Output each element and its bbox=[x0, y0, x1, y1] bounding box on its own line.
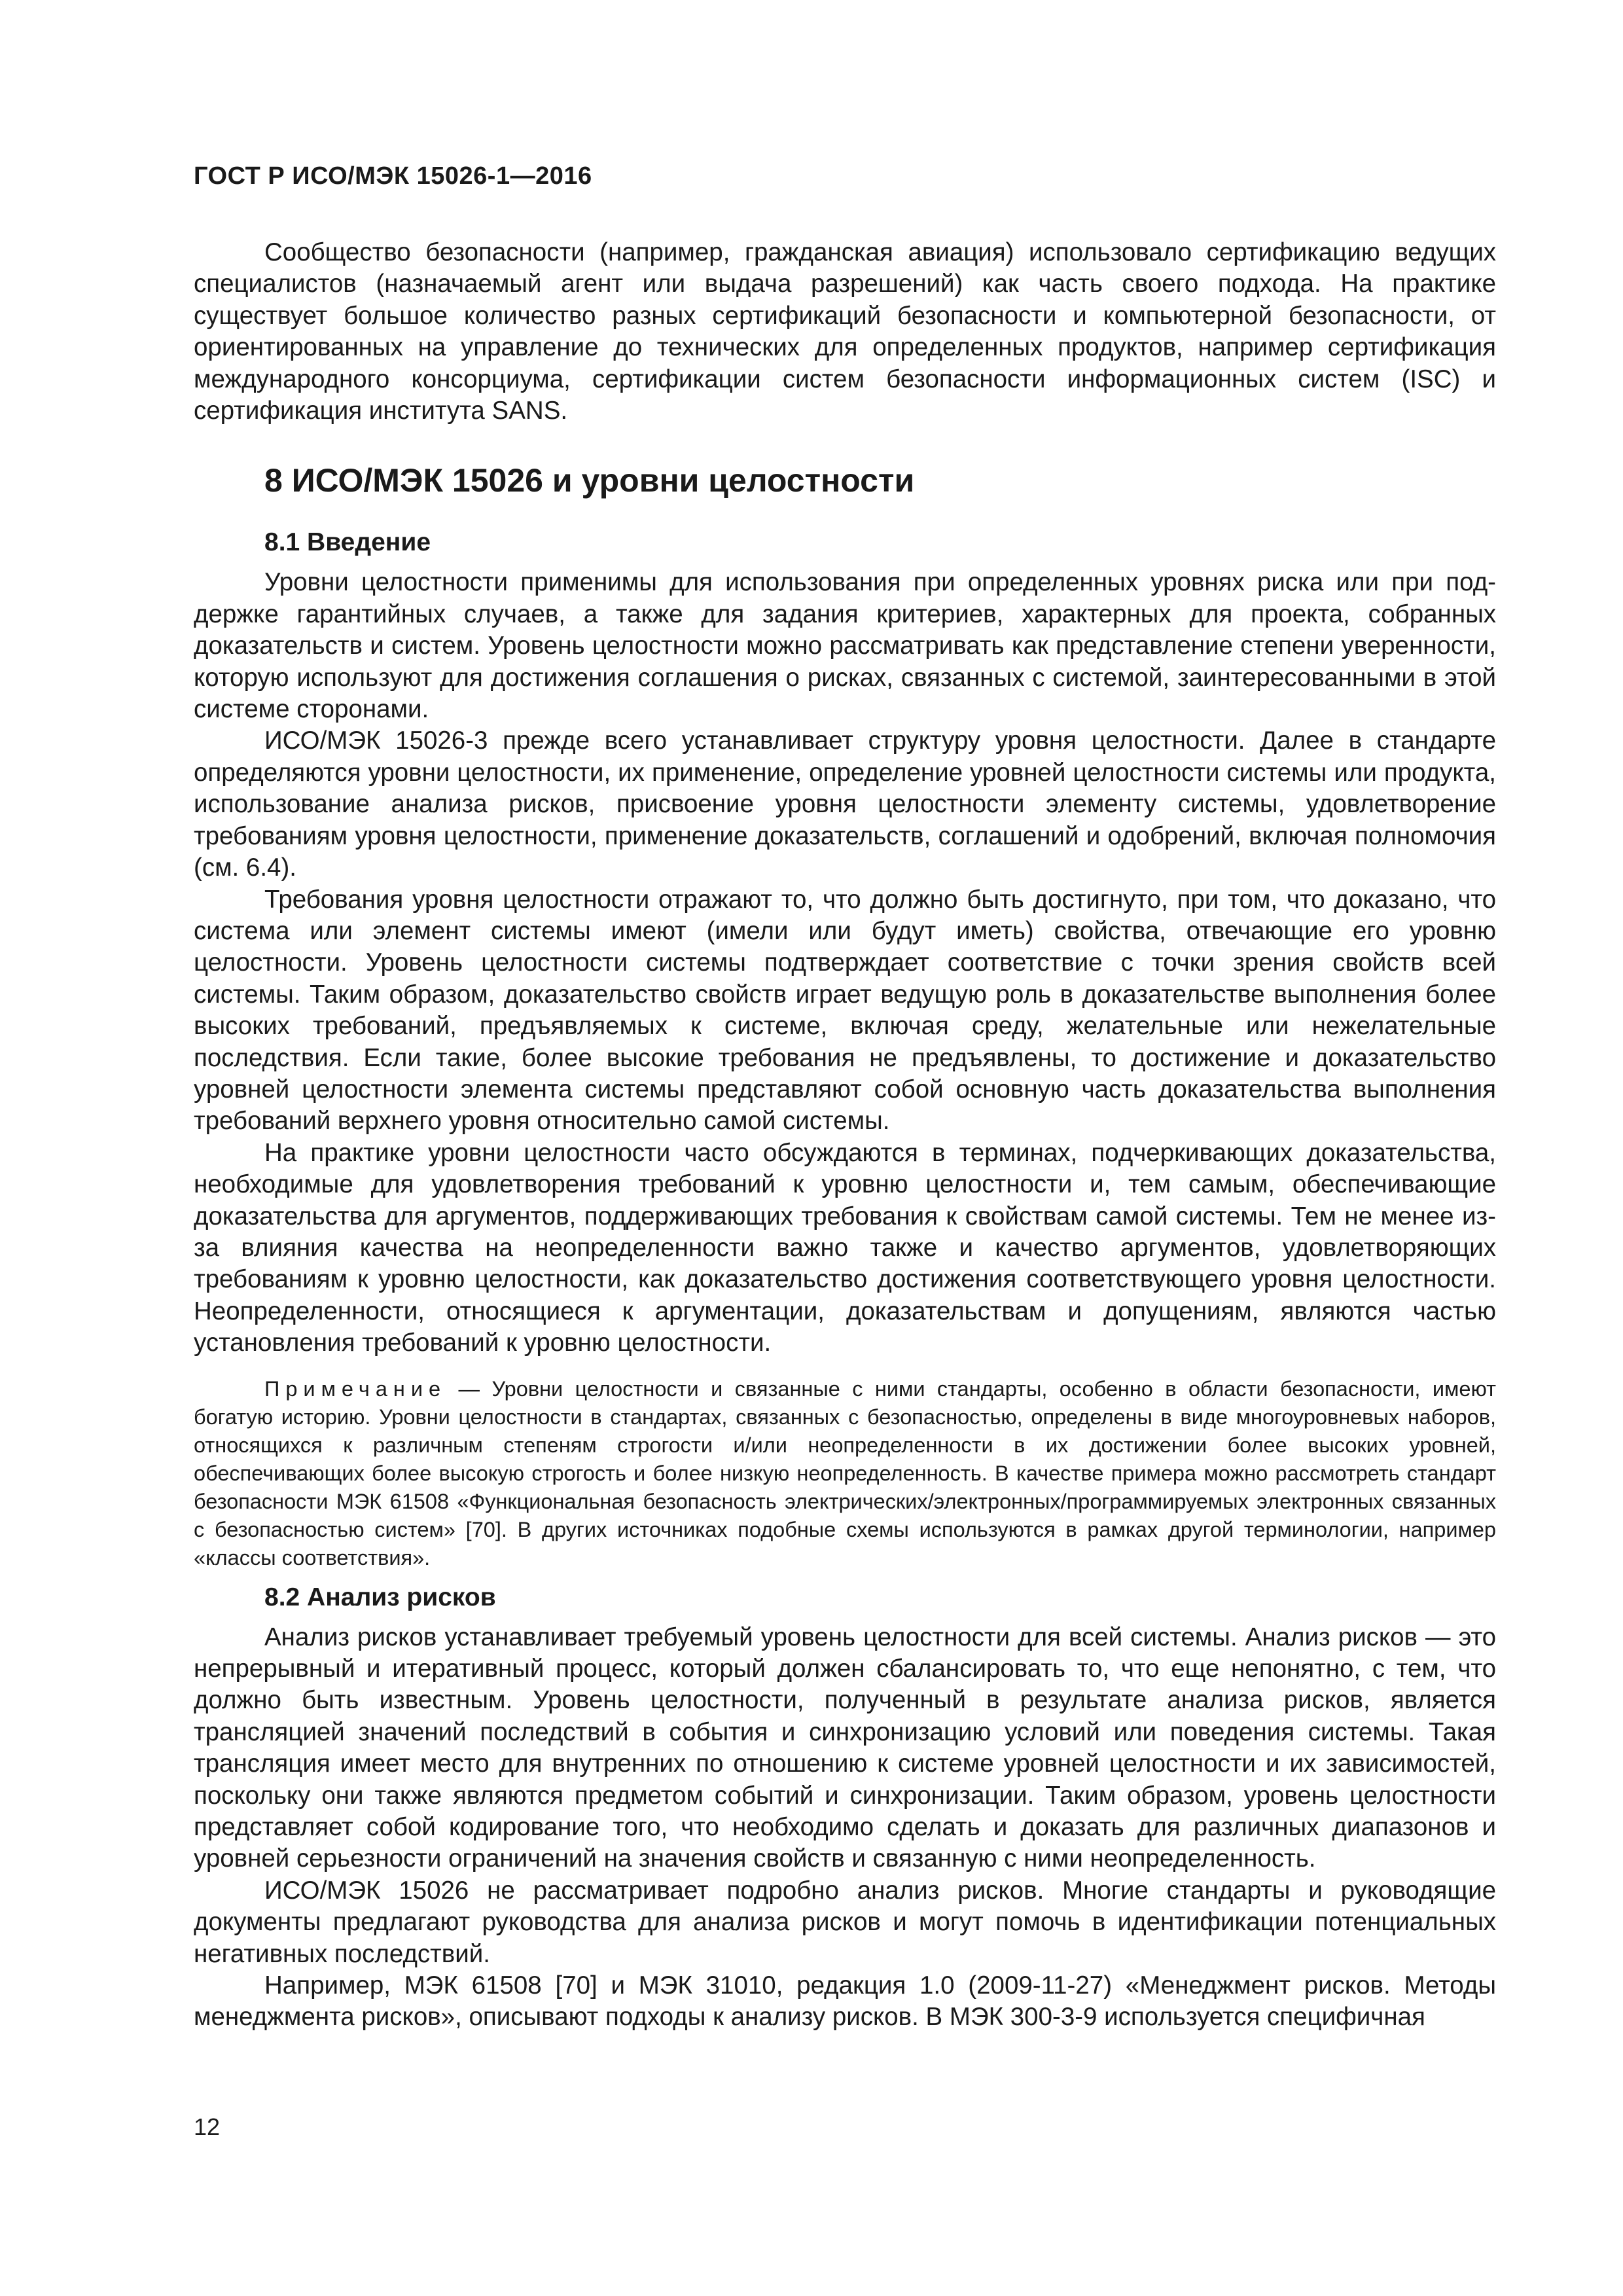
paragraph-8-1-3: Требования уровня целостности отражают то, что должно быть достигнуто, при том, что доказано, что система или элемент системы имеют (имели или будут иметь) свойства, отвечающие его уровню целостности. Уровень целостности системы подтверждает соответствие с точки зрения свойств всей системы. Таким образом, доказательство свойств играет ведущую роль в доказательстве выполнения более высоких требований, предъявляемых к системе, включая среду, желательные или нежелательные последствия. Если такие, более высокие требования не предъявлены, то достижение и доказательство уровней целостности элемента системы представляют собой основную часть доказательства выполнения требований верхнего уровня относительно самой системы. bbox=[194, 885, 1496, 1136]
section-8-title: 8 ИСО/МЭК 15026 и уровни целостности bbox=[264, 462, 915, 499]
page-content bbox=[194, 160, 1496, 2034]
document-header: ГОСТ Р ИСО/МЭК 15026-1—2016 bbox=[194, 162, 592, 190]
paragraph-8-2-2: ИСО/МЭК 15026 не рассматривает подробно анализ рисков. Многие стандарты и руководящие документы предлагают руководства для анализа рисков и могут помочь в идентификации потенциальных негативных последствий. bbox=[194, 1876, 1496, 1968]
intro-paragraph: Сообщество безопасности (например, гражданская авиация) использовало сертификацию ведущих специалистов (назначаемый агент или выдача разрешений) как часть своего подхода. На практике существует большое количество разных сертификаций безопасности и компьютерной безопасности, от ориентированных на управление до технических для определенных продуктов, например сертификация международного консорциума, сертификации систем безопасности информационных систем (ISC) и сертификация института SANS. bbox=[194, 238, 1496, 425]
paragraph-8-2-3: Например, МЭК 61508 [70] и МЭК 31010, редакция 1.0 (2009-11-27) «Менеджмент рисков. Методы менеджмента рисков», описывают подходы к анализу рисков. В МЭК 300-3-9 используется специфичная bbox=[194, 1971, 1496, 2032]
paragraph-8-1-4: На практике уровни целостности часто обсуждаются в терминах, подчеркивающих доказательства, необходимые для удовлетворения требований к уровню целостности и, тем самым, обеспечивающие доказательства для аргументов, поддерживающих требования к свойствам самой системы. Тем не менее из-за влияния качества на неопределенности важно также и качество аргументов, удовлетворяющих требованиям к уровню целостности, как доказательство достижения соответствующего уровня целостности. Неопределенности, относящиеся к аргументации, доказательствам и допущениям, являются частью установления требований к уровню целостности. bbox=[194, 1138, 1496, 1357]
subsection-8-1-title: 8.1 Введение bbox=[264, 528, 431, 557]
paragraph-8-1-2: ИСО/МЭК 15026-3 прежде всего устанавливает структуру уровня целостности. Далее в стандарте определяются уровни целостности, их применение, определение уровней целостности системы или продукта, использование анализа рисков, присвоение уровня целостности элементу системы, удовлетворение требованиям уровня целостности, применение доказательств, соглашений и одобрений, включая полномочия (см. 6.4). bbox=[194, 726, 1496, 882]
subsection-8-2-title: 8.2 Анализ рисков bbox=[264, 1583, 496, 1611]
paragraph-8-2-1: Анализ рисков устанавливает требуемый уровень целостности для всей системы. Анализ рисков — это непрерывный и итеративный процесс, который должен сбалансировать то, что еще непонятно, с тем, что должно быть известным. Уровень целостности, полученный в результате анализа рисков, является трансляцией значений последствий в события и синхронизацию условий или поведения системы. Такая трансляция имеет место для внутренних по отношению к системе уровней целостности и их зависимостей, поскольку они также являются предметом событий и синхронизации. Таким образом, уровень целостности представляет собой кодирование того, что необходимо сделать и доказать для различных диапазонов и уровней серьезности ограничений на значения свойств и связанную с ними неопределенность. bbox=[194, 1623, 1496, 1873]
note-label: Примечание bbox=[264, 1376, 447, 1401]
note-block bbox=[194, 1375, 1496, 1572]
page-number: 12 bbox=[194, 2113, 221, 2140]
paragraph-8-1-1: Уровни целостности применимы для использования при определенных уровнях риска или при поддержке гарантийных случаев, а также для задания критериев, характерных для проекта, собранных доказательств и систем. Уровень целостности можно рассматривать как представление степени уверенности, которую используют для достижения соглашения о рисках, связанных с системой, заинтересованными в этой системе сторонами. bbox=[194, 568, 1496, 724]
note-text: — Уровни целостности и связанные с ними стандарты, особенно в области безопасности, имеют богатую историю. Уровни целостности в стандартах, связанных с безопасностью, определены в виде многоуровневых наборов, относящихся к различным степеням строгости и/или неопределенности в их достижении более высоких уровней, обеспечивающих более высокую строгость и более низкую неопределенность. В качестве примера можно рассмотреть стандарт безопасности МЭК 61508 «Функциональная безопасность электрических/электронных/программируемых электронных связанных с безопасностью систем» [70]. В других источниках подобные схемы используются в рамках другой терминологии, например «классы соответствия». bbox=[194, 1376, 1496, 1570]
